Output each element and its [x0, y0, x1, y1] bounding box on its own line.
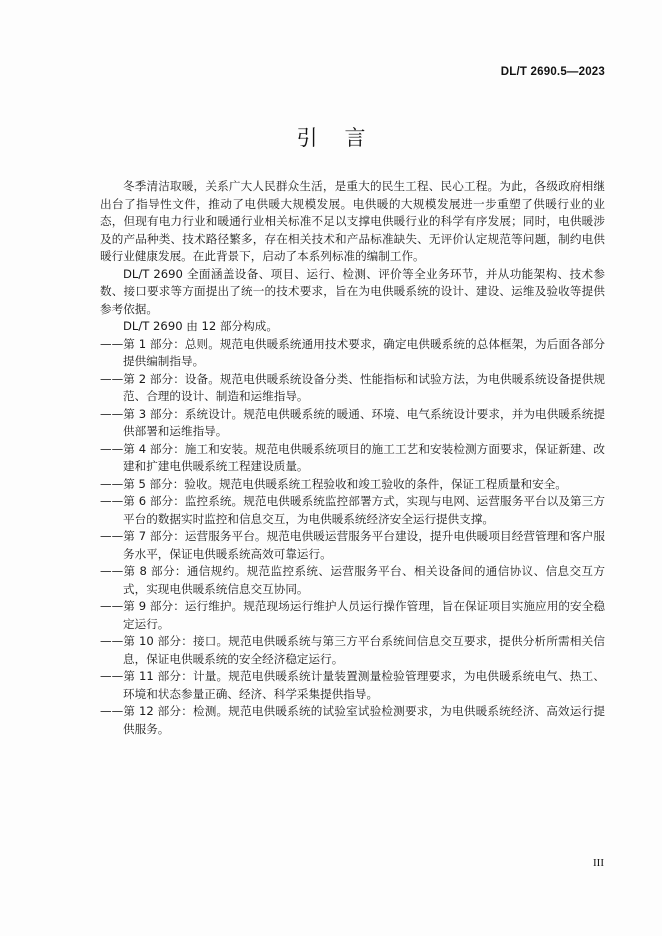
- introduction-body: [100, 178, 605, 738]
- part-item-9: ——第 9 部分：运行维护。规范现场运行维护人员运行操作管理，旨在保证项目实施应用的安全稳定运行。: [100, 599, 605, 631]
- intro-paragraph-3: DL/T 2690 由 12 部分构成。: [123, 319, 278, 333]
- part-item-5: ——第 5 部分：验收。规范电供暖系统工程验收和竣工验收的条件，保证工程质量和安全。: [100, 476, 567, 491]
- section-title: 引言: [296, 126, 393, 150]
- intro-paragraph-2: DL/T 2690 全面涵盖设备、项目、运行、检测、评价等全业务环节，并从功能架构、技术参数、接口要求等方面提出了统一的技术要求，旨在为电供暖系统的设计、建设、运维及验收等提供参考依据。: [100, 266, 605, 316]
- part-item-4: ——第 4 部分：施工和安装。规范电供暖系统项目的施工工艺和安装检测方面要求，保证新建、改建和扩建电供暖系统工程建设质量。: [100, 441, 605, 473]
- page-number: III: [593, 857, 604, 869]
- part-item-12: ——第 12 部分：检测。规范电供暖系统的试验室试验检测要求，为电供暖系统经济、高效运行提供服务。: [100, 704, 605, 736]
- intro-paragraph-1: 冬季清洁取暖，关系广大人民群众生活，是重大的民生工程、民心工程。为此，各级政府相继出台了指导性文件，推动了电供暖大规模发展。电供暖的大规模发展进一步重塑了供暖行业的业态，但现有电力行业和暖通行业相关标准不足以支撑电供暖行业的科学有序发展；同时，电供暖涉及的产品种类、技术路径繁多，存在相关技术和产品标准缺失、无评价认定规范等问题，制约电供暖行业健康发展。在此背景下，启动了本系列标准的编制工作。: [100, 179, 605, 263]
- part-item-6: ——第 6 部分：监控系统。规范电供暖系统监控部署方式，实现与电网、运营服务平台以及第三方平台的数据实时监控和信息交互，为电供暖系统经济安全运行提供支撑。: [100, 494, 605, 526]
- part-item-8: ——第 8 部分：通信规约。规范监控系统、运营服务平台、相关设备间的通信协议、信息交互方式，实现电供暖系统信息交互协同。: [100, 564, 605, 596]
- part-item-3: ——第 3 部分：系统设计。规范电供暖系统的暖通、环境、电气系统设计要求，并为电供暖系统提供部署和运维指导。: [100, 406, 605, 438]
- part-item-2: ——第 2 部分：设备。规范电供暖系统设备分类、性能指标和试验方法，为电供暖系统设备提供规范、合理的设计、制造和运维指导。: [100, 371, 605, 403]
- document-id: DL/T 2690.5—2023: [500, 66, 605, 78]
- part-item-10: ——第 10 部分：接口。规范电供暖系统与第三方平台系统间信息交互要求，提供分析所需相关信息，保证电供暖系统的安全经济稳定运行。: [100, 634, 605, 666]
- part-item-7: ——第 7 部分：运营服务平台。规范电供暖运营服务平台建设，提升电供暖项目经营管理和客户服务水平，保证电供暖系统高效可靠运行。: [100, 529, 605, 561]
- part-item-1: ——第 1 部分：总则。规范电供暖系统通用技术要求，确定电供暖系统的总体框架，为后面各部分提供编制指导。: [100, 336, 605, 368]
- part-item-11: ——第 11 部分：计量。规范电供暖系统计量装置测量检验管理要求，为电供暖系统电气、热工、环境和状态参量正确、经济、科学采集提供指导。: [100, 669, 605, 701]
